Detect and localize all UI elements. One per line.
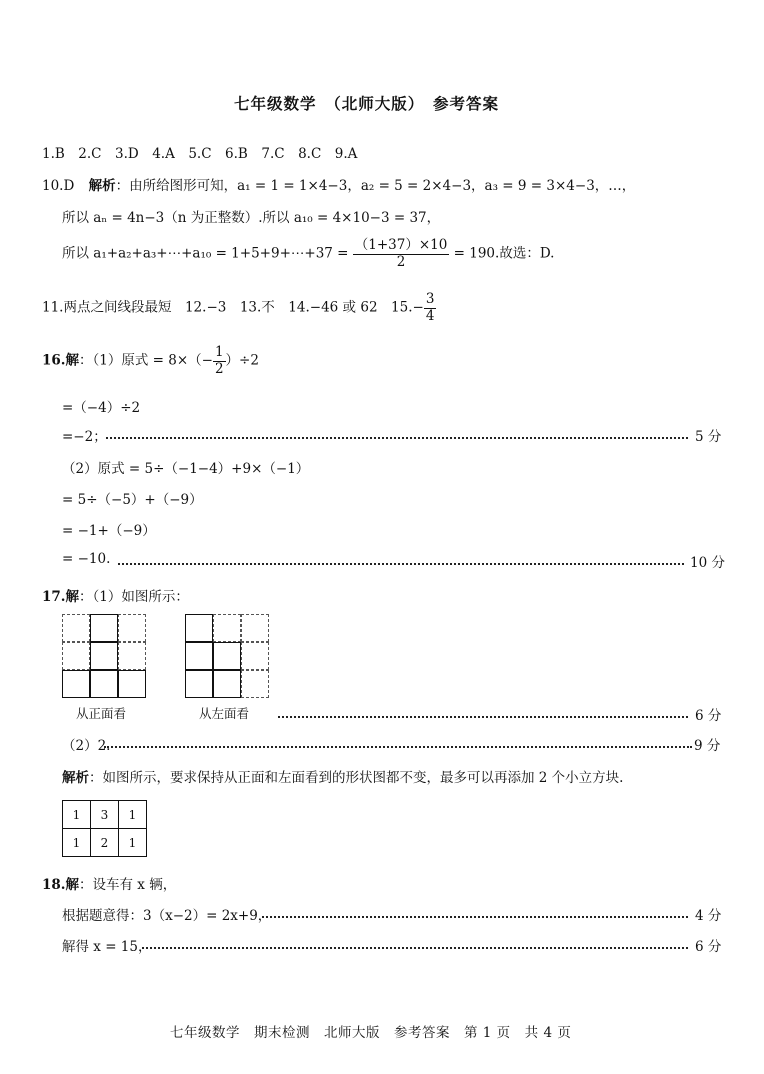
q18-line3: 解得 x = 15， <box>62 939 152 955</box>
left-view-caption: 从左面看 <box>199 706 250 721</box>
q16-text1-pre: ：（1）原式 = 8×（− <box>79 352 213 369</box>
table-cell: 1 <box>119 801 147 829</box>
q16-line1 <box>42 345 259 377</box>
grid-cell <box>213 642 241 670</box>
q17-analysis-text: ：如图所示，要求保持从正面和左面看到的形状图都不变，最多可以再添加 2 个小立方块. <box>89 770 624 786</box>
q16-line7: = −10. <box>62 551 111 567</box>
grid-cell <box>90 642 118 670</box>
choice-answers: 1.B 2.C 3.D 4.A 5.C 6.B 7.C 8.C 9.A <box>42 146 358 162</box>
q10-fraction <box>353 238 450 270</box>
q16-score2: 10 分 <box>690 555 725 571</box>
table-cell: 1 <box>119 829 147 857</box>
q18-leader-dots-1 <box>262 916 688 918</box>
front-view-diagram <box>62 614 146 698</box>
q15-frac-den: 4 <box>425 307 435 324</box>
q16-line5: = 5÷（−5）+（−9） <box>62 492 203 508</box>
q16-text1-post: ）÷2 <box>225 352 259 369</box>
q16-score1: 5 分 <box>695 429 722 445</box>
q17-score2: 9 分 <box>694 738 721 754</box>
q10-text3-pre: 所以 a₁+a₂+a₃+⋯+a₁₀ = 1+5+9+⋯+37 = <box>62 245 349 262</box>
q16-line6: = −1+（−9） <box>62 523 156 539</box>
grid-cell <box>118 642 146 670</box>
q18-line1 <box>42 873 176 893</box>
grid-cell <box>241 614 269 642</box>
q16-leader-dots-1 <box>106 437 688 439</box>
q17-leader-dots-2 <box>104 746 692 748</box>
q17-score1: 6 分 <box>695 708 722 724</box>
q10-answer: 10.D <box>42 178 75 194</box>
grid-cell <box>118 670 146 698</box>
grid-cell <box>241 670 269 698</box>
q16-frac-den: 2 <box>214 360 224 377</box>
q16-line4: （2）原式 = 5÷（−1−4）+9×（−1） <box>62 461 310 477</box>
grid-cell <box>241 642 269 670</box>
grid-cell <box>62 670 90 698</box>
table-cell: 1 <box>63 829 91 857</box>
grid-cell <box>90 614 118 642</box>
q10-analysis-label: 解析 <box>88 178 116 194</box>
q18-text1: ：设车有 x 辆， <box>79 877 177 893</box>
grid-cell <box>185 642 213 670</box>
q16-leader-dots-2 <box>118 563 684 565</box>
q11-15-text: 11.两点之间线段最短 12.−3 13.不 14.−46 或 62 15.− <box>42 299 424 316</box>
q17-label: 17.解 <box>42 589 79 605</box>
grid-cell <box>90 670 118 698</box>
left-view-diagram <box>185 614 269 698</box>
q18-line2: 根据题意得：3（x−2）= 2x+9， <box>62 908 272 924</box>
page-title: 七年级数学 （北师大版） 参考答案 <box>234 94 500 113</box>
q15-frac-num: 3 <box>425 291 435 307</box>
q16-label: 16.解 <box>42 352 79 369</box>
q16-fraction <box>213 345 226 377</box>
q18-score1: 4 分 <box>695 908 722 924</box>
q10-frac-num: （1+37）×10 <box>354 237 448 253</box>
q17-analysis-label: 解析 <box>62 770 89 786</box>
q18-leader-dots-2 <box>142 947 688 949</box>
q17-line2: （2）2. <box>62 738 111 754</box>
table-cell: 2 <box>91 829 119 857</box>
grid-cell <box>118 614 146 642</box>
grid-cell <box>213 670 241 698</box>
q10-line1 <box>42 174 635 194</box>
table-cell: 3 <box>91 801 119 829</box>
q11-15-line <box>42 292 436 324</box>
q15-fraction <box>424 292 437 324</box>
q17-leader-dots-1 <box>278 716 688 718</box>
q16-line3: =−2； <box>62 429 107 445</box>
q18-label: 18.解 <box>42 877 79 893</box>
grid-cell <box>185 670 213 698</box>
q16-frac-num: 1 <box>214 344 224 360</box>
grid-cell <box>185 614 213 642</box>
grid-cell <box>62 614 90 642</box>
q17-count-table <box>62 800 147 857</box>
grid-cell <box>213 614 241 642</box>
q10-text3-post: = 190.故选：D. <box>453 245 555 262</box>
table-cell: 1 <box>63 801 91 829</box>
q10-line3 <box>62 238 554 270</box>
page-footer: 七年级数学 期末检测 北师大版 参考答案 第 1 页 共 4 页 <box>170 1025 572 1041</box>
table-row <box>63 801 147 829</box>
q10-text1: ：由所给图形可知，a₁ = 1 = 1×4−3，a₂ = 5 = 2×4−3，a₃ = 9 = 3×4−3，…， <box>115 178 636 194</box>
q10-frac-den: 2 <box>396 253 406 270</box>
grid-cell <box>62 642 90 670</box>
q10-line2: 所以 aₙ = 4n−3（n 为正整数）.所以 a₁₀ = 4×10−3 = 37， <box>62 210 441 226</box>
q16-line2: =（−4）÷2 <box>62 400 141 416</box>
table-row <box>63 829 147 857</box>
front-view-caption: 从正面看 <box>76 706 127 721</box>
q17-line1 <box>42 585 189 605</box>
q17-analysis <box>62 766 623 786</box>
q18-score2: 6 分 <box>695 939 722 955</box>
q17-text1: ：（1）如图所示： <box>79 589 189 605</box>
